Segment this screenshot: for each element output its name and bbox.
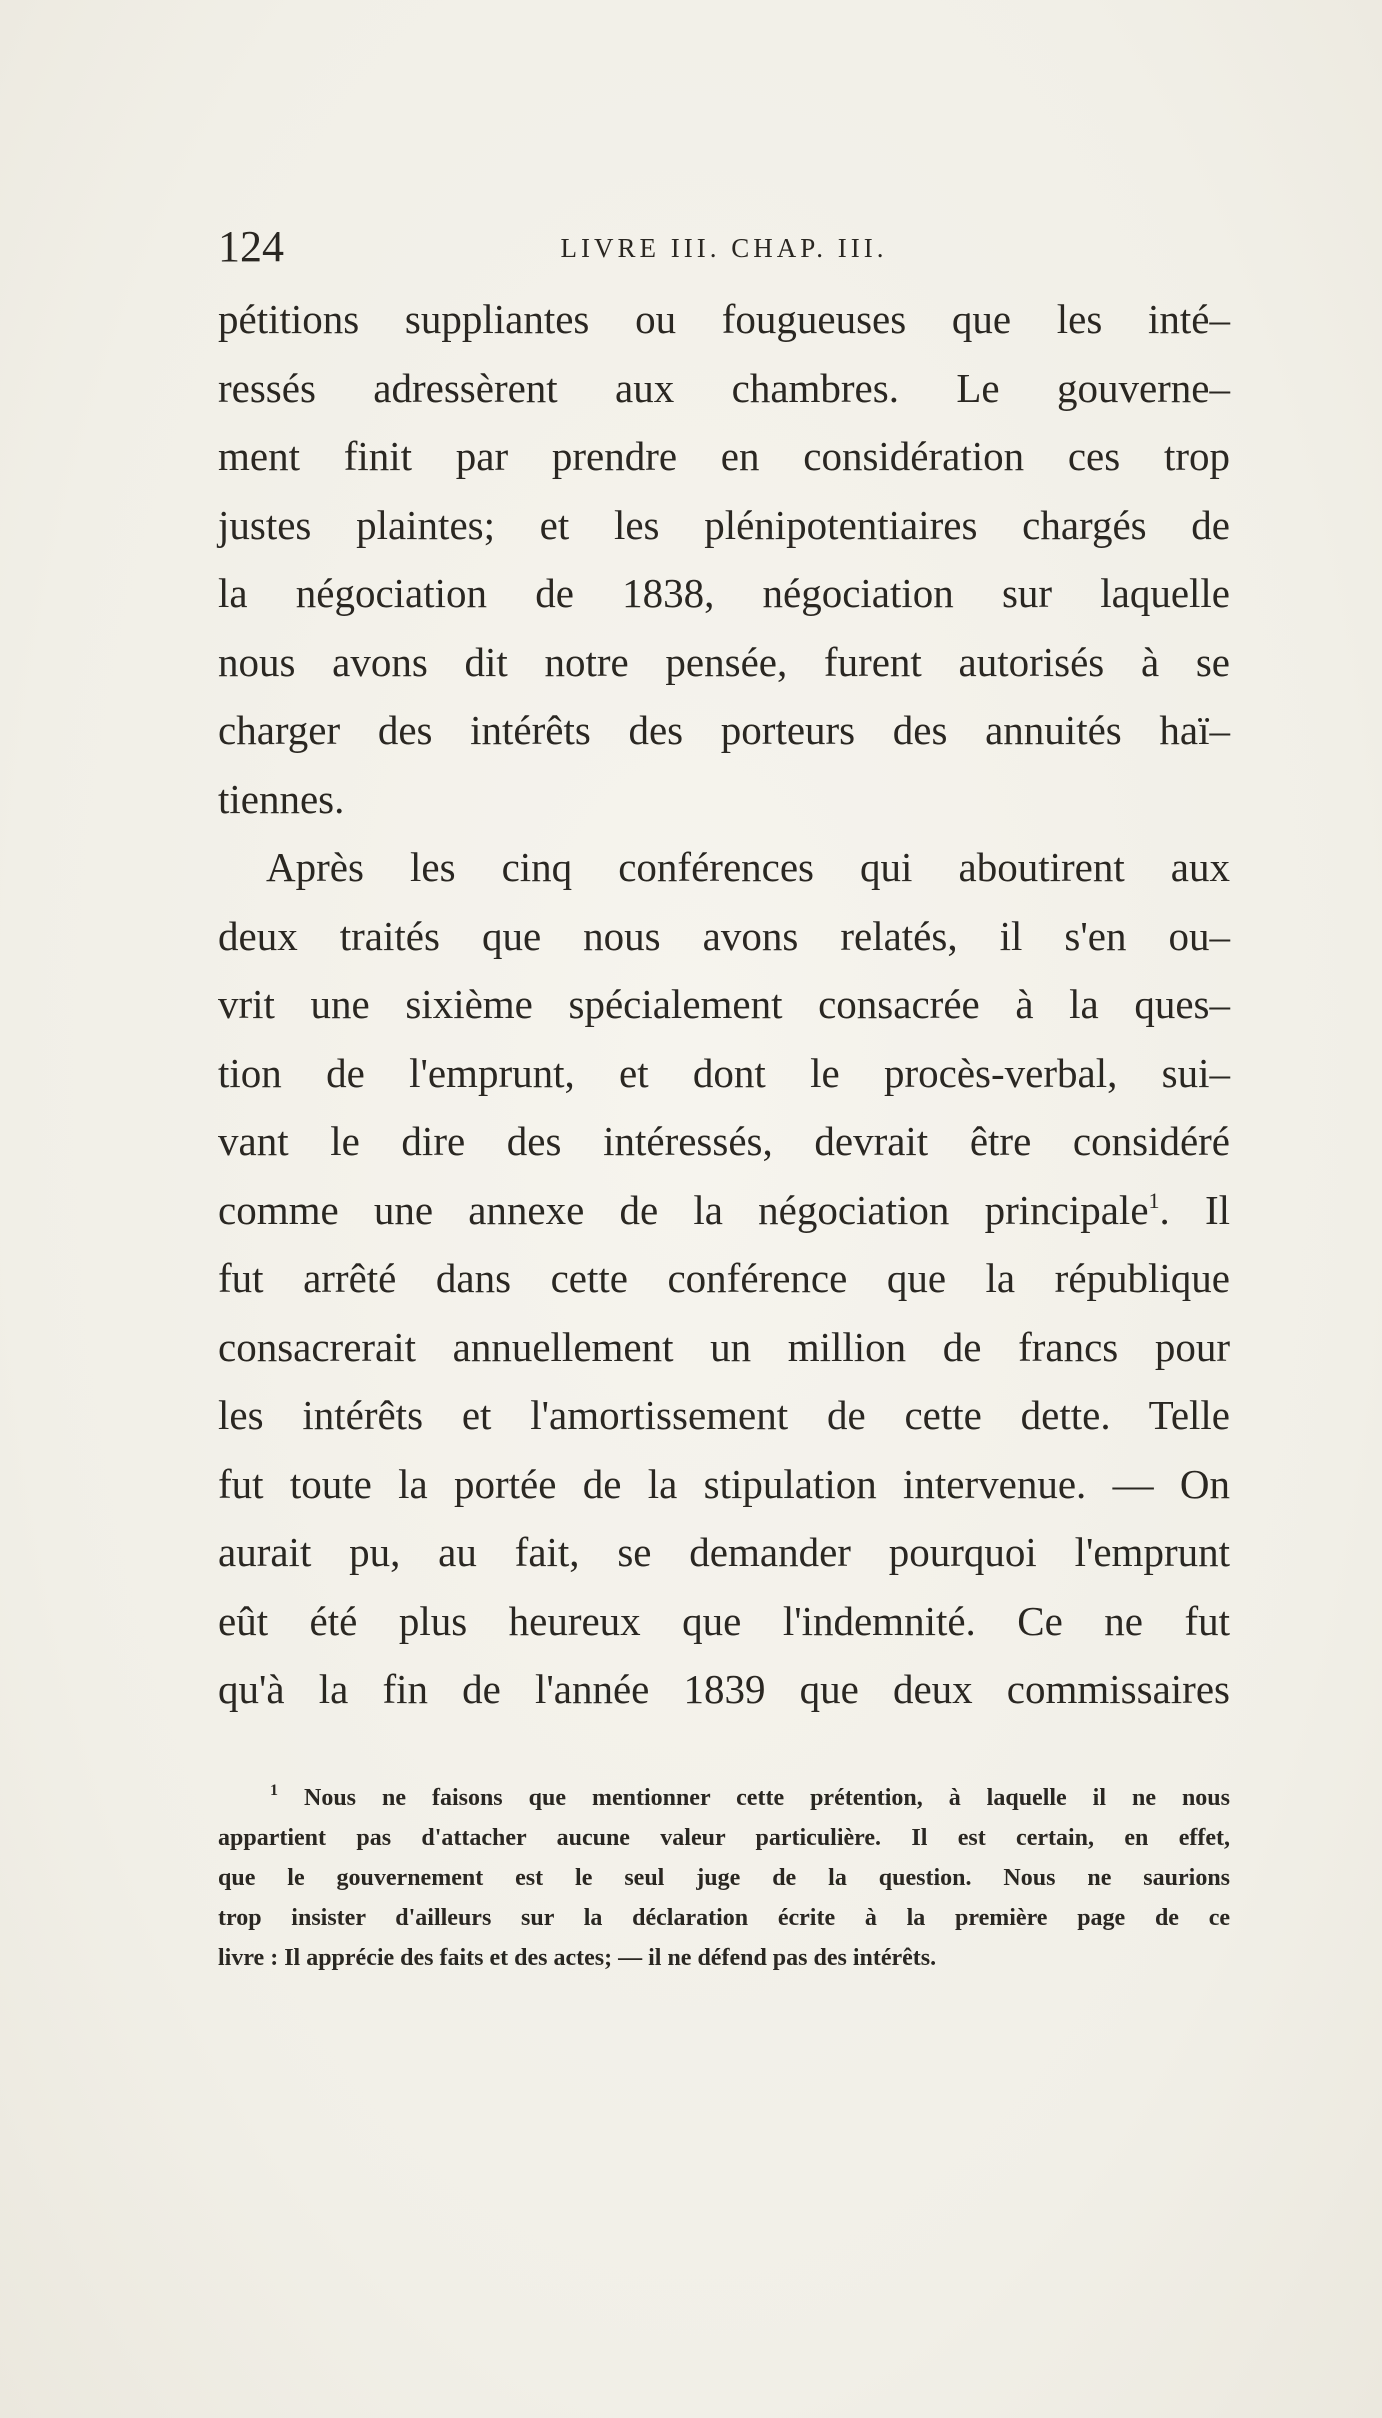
page-header (218, 222, 1230, 272)
text-line: qu'à la fin de l'année 1839 que deux commissaires (218, 1666, 1230, 1712)
running-head: LIVRE III. CHAP. III. (560, 233, 888, 263)
page-number: 124 (218, 222, 284, 271)
paragraph (218, 285, 1230, 833)
text-line-end: . Il (1159, 1186, 1230, 1233)
footnote-line: que le gouvernement est le seul juge de la question. Nous ne saurions (218, 1865, 1230, 1891)
text-line: tiennes. (218, 775, 345, 822)
text-line: ment finit par prendre en considération ces trop (218, 433, 1230, 479)
footnote-line: livre : Il apprécie des faits et des actes; — il ne défend pas des intérêts. (218, 1945, 937, 1971)
footnote-line: trop insister d'ailleurs sur la déclaration écrite à la première page de ce (218, 1905, 1230, 1931)
footnote-line-text: Nous ne faisons que mentionner cette prétention, à laquelle il ne nous (303, 1785, 1230, 1811)
text-line: fut arrêté dans cette conférence que la république (218, 1255, 1230, 1301)
footnote-line (218, 1778, 1230, 1818)
footnote-marker: 1 (270, 1782, 278, 1799)
text-line: ressés adressèrent aux chambres. Le gouverne– (218, 364, 1230, 411)
footnote-reference: 1 (1148, 1187, 1160, 1213)
footnote (218, 1778, 1230, 1978)
text-line: tion de l'emprunt, et dont le procès-verbal, sui– (218, 1049, 1230, 1096)
text-line: consacrerait annuellement un million de francs pour (218, 1323, 1230, 1370)
text-line: fut toute la portée de la stipulation intervenue. — On (218, 1460, 1230, 1507)
text-line-start: comme une annexe de la négociation principale (218, 1186, 1149, 1233)
text-line: Après les cinq conférences qui aboutirent aux (266, 844, 1230, 890)
text-line: aurait pu, au fait, se demander pourquoi l'emprunt (218, 1529, 1230, 1575)
footnote-line: appartient pas d'attacher aucune valeur particulière. Il est certain, en effet, (218, 1825, 1230, 1851)
text-line (218, 1176, 1230, 1245)
text-line: vrit une sixième spécialement consacrée à la ques– (218, 981, 1230, 1027)
text-line: eût été plus heureux que l'indemnité. Ce ne fut (218, 1597, 1230, 1644)
text-line: la négociation de 1838, négociation sur laquelle (218, 570, 1230, 616)
text-line: justes plaintes; et les plénipotentiaires chargés de (218, 501, 1230, 548)
text-line: charger des intérêts des porteurs des annuités haï– (218, 707, 1230, 753)
text-line: les intérêts et l'amortissement de cette dette. Telle (218, 1392, 1230, 1438)
body-text (218, 285, 1230, 1724)
text-line: nous avons dit notre pensée, furent autorisés à se (218, 638, 1230, 685)
text-line: pétitions suppliantes ou fougueuses que les inté– (218, 296, 1230, 342)
paragraph (218, 833, 1230, 1724)
text-line: vant le dire des intéressés, devrait être considéré (218, 1118, 1230, 1164)
text-line: deux traités que nous avons relatés, il s'en ou– (218, 912, 1230, 959)
